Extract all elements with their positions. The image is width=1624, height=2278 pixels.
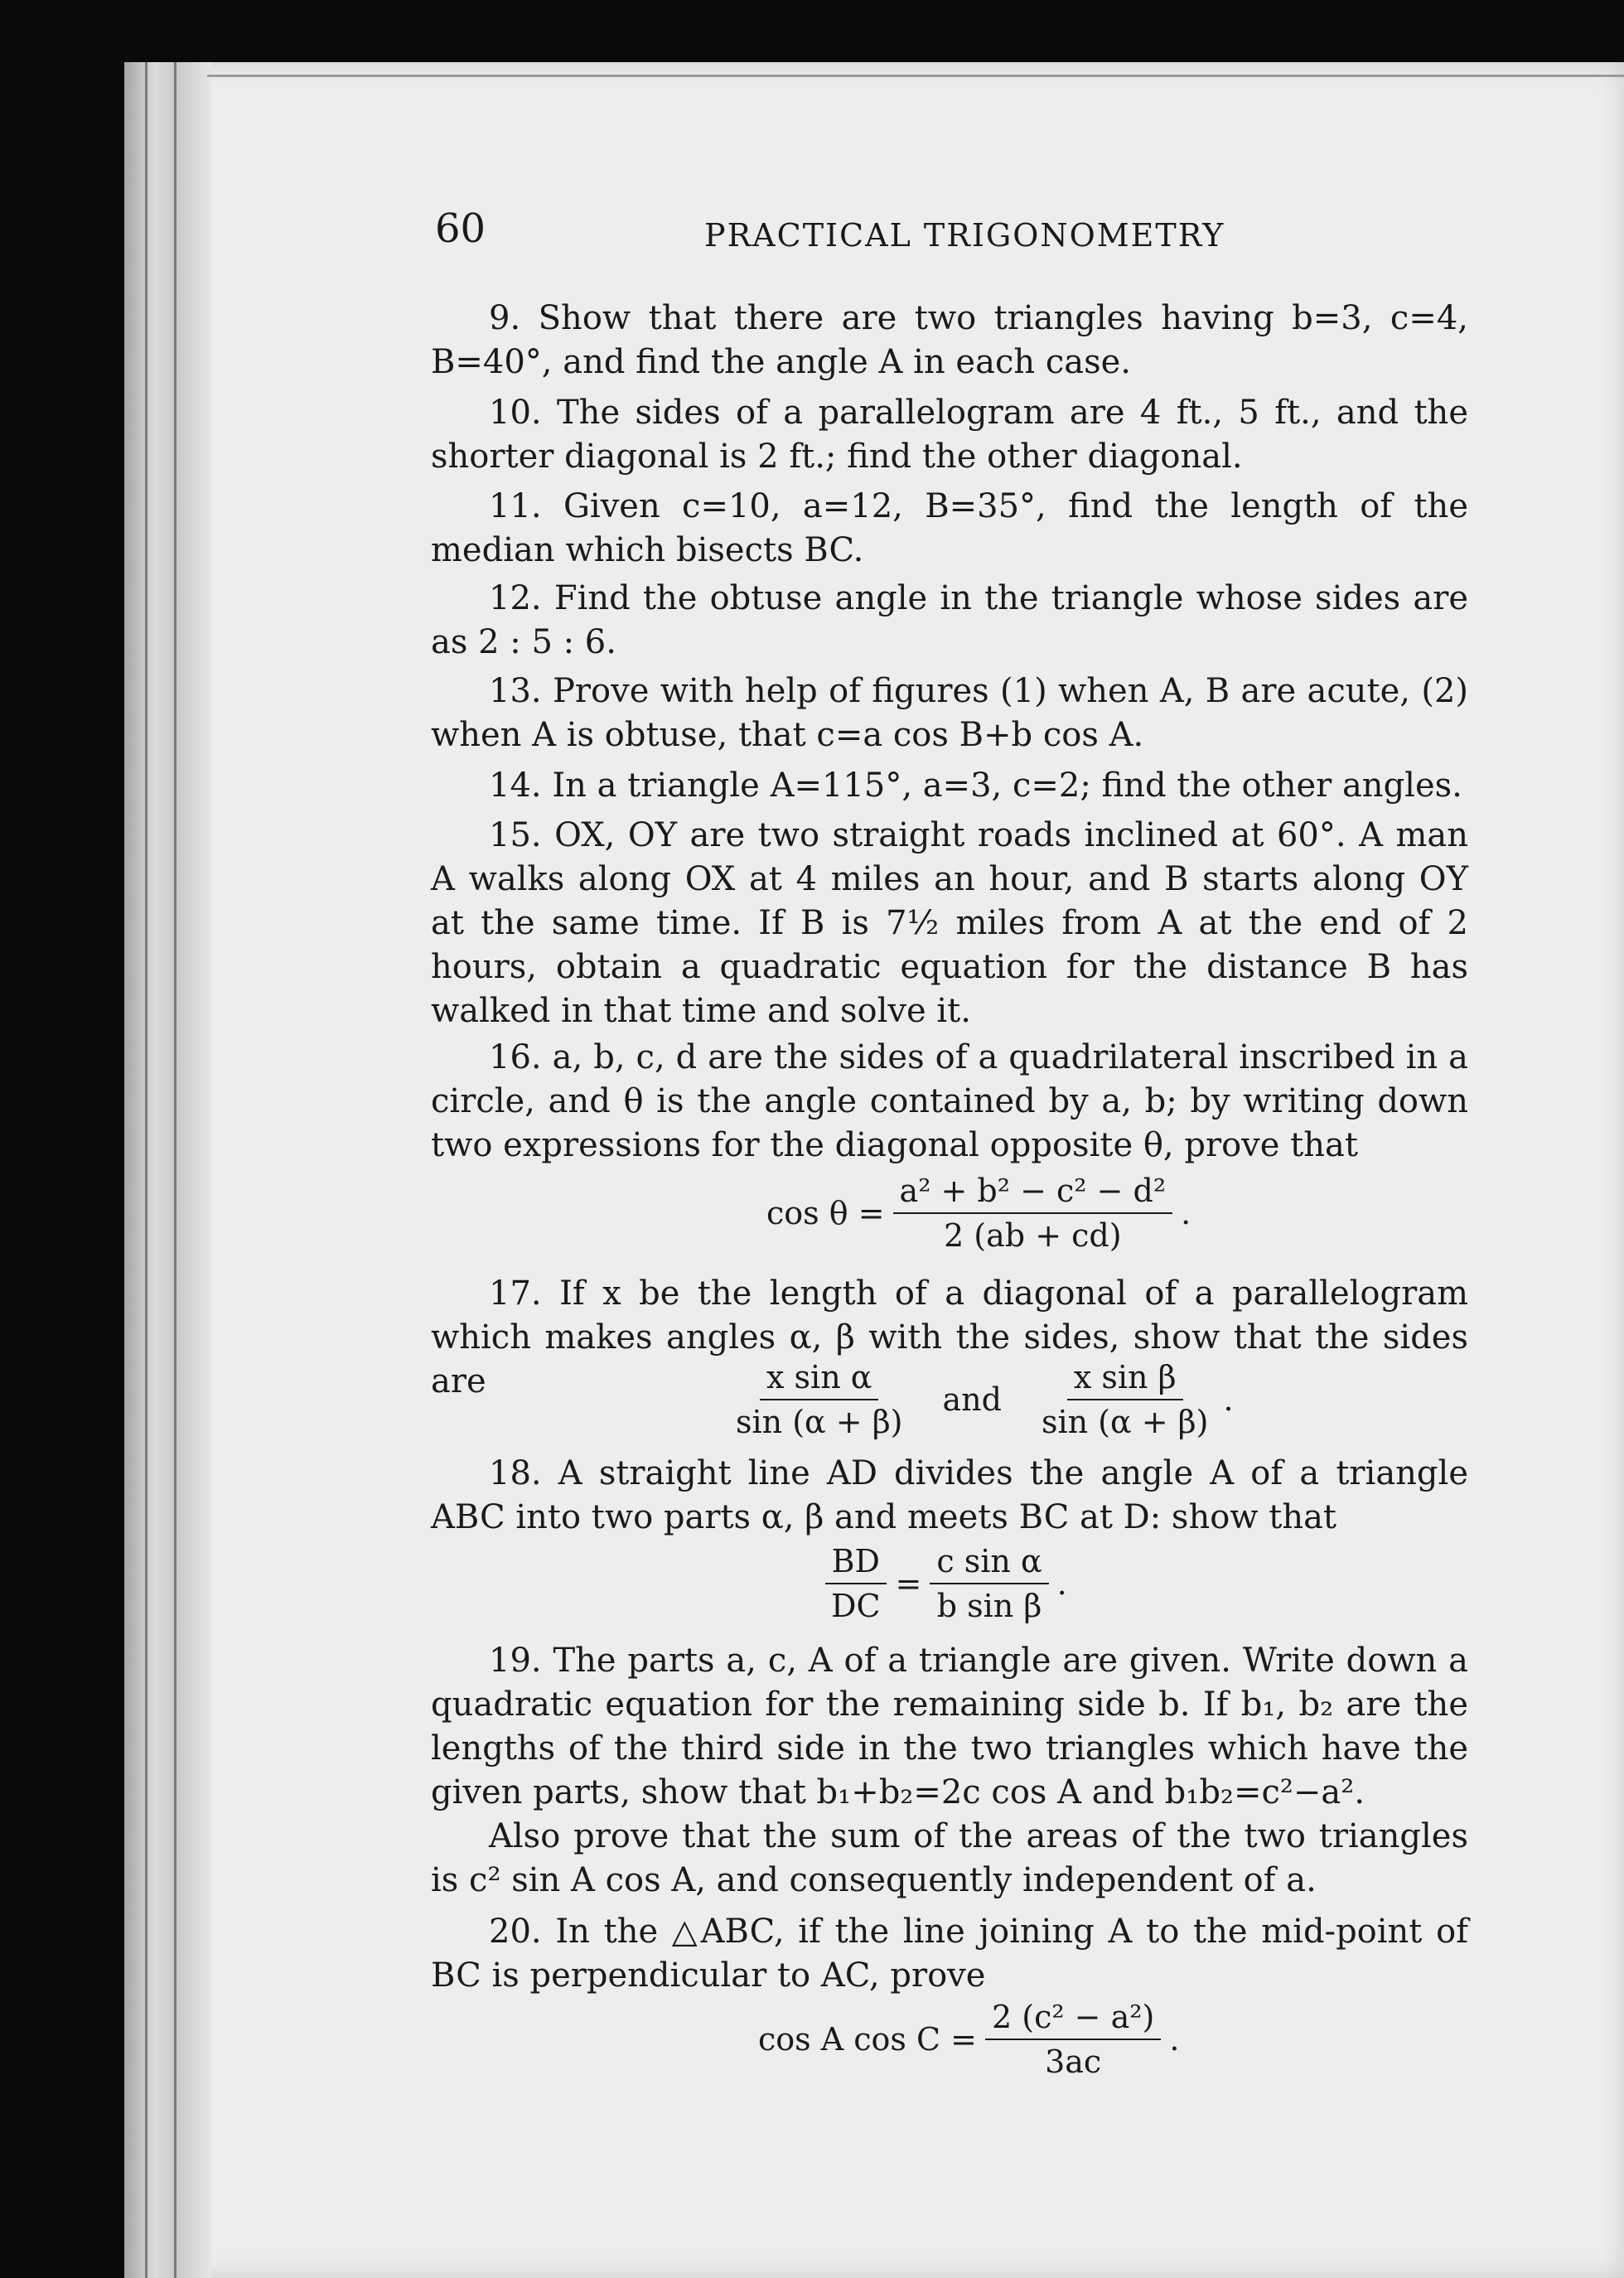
problem-14 bbox=[431, 764, 1468, 808]
problem-19-continued bbox=[431, 1815, 1468, 1903]
problem-number: 10. bbox=[489, 394, 542, 432]
denominator: DC bbox=[831, 1588, 881, 1624]
fraction bbox=[985, 1999, 1161, 2080]
fraction bbox=[729, 1359, 910, 1440]
problem-18 bbox=[431, 1452, 1468, 1540]
numerator: 2 (c² − a²) bbox=[985, 1999, 1161, 2040]
denominator: 2 (ab + cd) bbox=[944, 1217, 1122, 1254]
fraction bbox=[930, 1543, 1048, 1624]
formula-equals: = bbox=[895, 1565, 922, 1602]
formula-and: and bbox=[942, 1381, 1002, 1418]
formula-20 bbox=[758, 1999, 1179, 2080]
formula-lhs: cos A cos C = bbox=[758, 2021, 977, 2058]
problem-13 bbox=[431, 670, 1468, 757]
fraction bbox=[893, 1173, 1173, 1254]
problem-number: 16. bbox=[489, 1038, 542, 1076]
formula-17 bbox=[721, 1359, 1234, 1440]
formula-16 bbox=[766, 1173, 1191, 1254]
numerator: x sin α bbox=[760, 1359, 878, 1400]
formula-end: . bbox=[1056, 1565, 1067, 1602]
problem-text: Show that there are two triangles having b=3, c=4, B=40°, and find the angle A in each case. bbox=[431, 299, 1468, 381]
numerator: BD bbox=[825, 1543, 887, 1584]
problem-number: 13. bbox=[489, 672, 542, 710]
page-number: 60 bbox=[435, 206, 486, 252]
denominator: 3ac bbox=[1045, 2043, 1102, 2080]
fraction bbox=[824, 1543, 887, 1624]
numerator: c sin α bbox=[930, 1543, 1048, 1584]
problem-number: 9. bbox=[489, 299, 521, 337]
problem-text: Prove with help of figures (1) when A, B are acute, (2) when A is obtuse, that c=a cos B+b cos A. bbox=[431, 672, 1468, 754]
page-top-edge bbox=[207, 75, 1624, 77]
problem-number: 17. bbox=[489, 1274, 542, 1313]
problem-number: 11. bbox=[489, 487, 542, 525]
problem-text: Find the obtuse angle in the triangle whose sides are as 2 : 5 : 6. bbox=[431, 579, 1468, 661]
problem-text: Given c=10, a=12, B=35°, find the length of the median which bisects BC. bbox=[431, 487, 1468, 569]
problem-11 bbox=[431, 485, 1468, 573]
running-head: PRACTICAL TRIGONOMETRY bbox=[704, 217, 1225, 254]
problem-number: 20. bbox=[489, 1913, 542, 1951]
problem-text: In a triangle A=115°, a=3, c=2; find the other angles. bbox=[552, 767, 1462, 805]
problem-16 bbox=[431, 1036, 1468, 1168]
formula-lhs: cos θ = bbox=[766, 1195, 885, 1231]
formula-end: . bbox=[1223, 1381, 1234, 1418]
problem-text: In the △ABC, if the line joining A to the mid-point of BC is perpendicular to AC, prove bbox=[431, 1913, 1468, 1995]
denominator: b sin β bbox=[936, 1588, 1042, 1624]
problem-12 bbox=[431, 577, 1468, 665]
problem-19 bbox=[431, 1639, 1468, 1815]
formula-end: . bbox=[1181, 1195, 1191, 1231]
formula-18 bbox=[816, 1543, 1067, 1624]
problem-20 bbox=[431, 1910, 1468, 1998]
problem-9 bbox=[431, 297, 1468, 385]
problem-text: The sides of a parallelogram are 4 ft., 5 ft., and the shorter diagonal is 2 ft.; find the other diagonal. bbox=[431, 394, 1468, 476]
denominator: sin (α + β) bbox=[1041, 1404, 1209, 1440]
problem-text: Also prove that the sum of the areas of the two triangles is c² sin A cos A, and consequently independent of a. bbox=[431, 1817, 1468, 1899]
problem-text: a, b, c, d are the sides of a quadrilateral inscribed in a circle, and θ is the angle contained by a, b; by writing down two expressions for the diagonal opposite θ, prove that bbox=[431, 1038, 1468, 1164]
problem-number: 18. bbox=[489, 1454, 542, 1492]
denominator: sin (α + β) bbox=[736, 1404, 903, 1440]
book-binding bbox=[124, 62, 211, 2278]
problem-text: The parts a, c, A of a triangle are given. Write down a quadratic equation for the remaining side b. If b₁, b₂ are the lengths of the third side in the two triangles which have the given parts, show that b₁+b₂=2c cos A and b₁b₂=c²−a². bbox=[431, 1642, 1469, 1811]
problem-number: 15. bbox=[489, 816, 542, 854]
numerator: x sin β bbox=[1067, 1359, 1183, 1400]
binding-edge-line bbox=[174, 62, 176, 2278]
problem-text: A straight line AD divides the angle A of a triangle ABC into two parts α, β and meets BC at D: show that bbox=[431, 1454, 1469, 1536]
problem-number: 12. bbox=[489, 579, 542, 617]
formula-end: . bbox=[1169, 2021, 1180, 2058]
binding-edge-line bbox=[145, 62, 147, 2278]
problem-number: 14. bbox=[489, 767, 542, 805]
fraction bbox=[1035, 1359, 1216, 1440]
numerator: a² + b² − c² − d² bbox=[893, 1173, 1173, 1214]
problem-text: If x be the length of a diagonal of a parallelogram which makes angles α, β with the sides, show that the sides are bbox=[431, 1274, 1468, 1400]
problem-text: OX, OY are two straight roads inclined at 60°. A man A walks along OX at 4 miles an hour, and B starts along OY at the same time. If B is 7½ miles from A at the end of 2 hours, obtain a quadratic equation for the distance B has walked in that time and solve it. bbox=[431, 816, 1468, 1030]
problem-10 bbox=[431, 391, 1468, 479]
problem-15 bbox=[431, 814, 1468, 1033]
problem-number: 19. bbox=[489, 1642, 542, 1680]
